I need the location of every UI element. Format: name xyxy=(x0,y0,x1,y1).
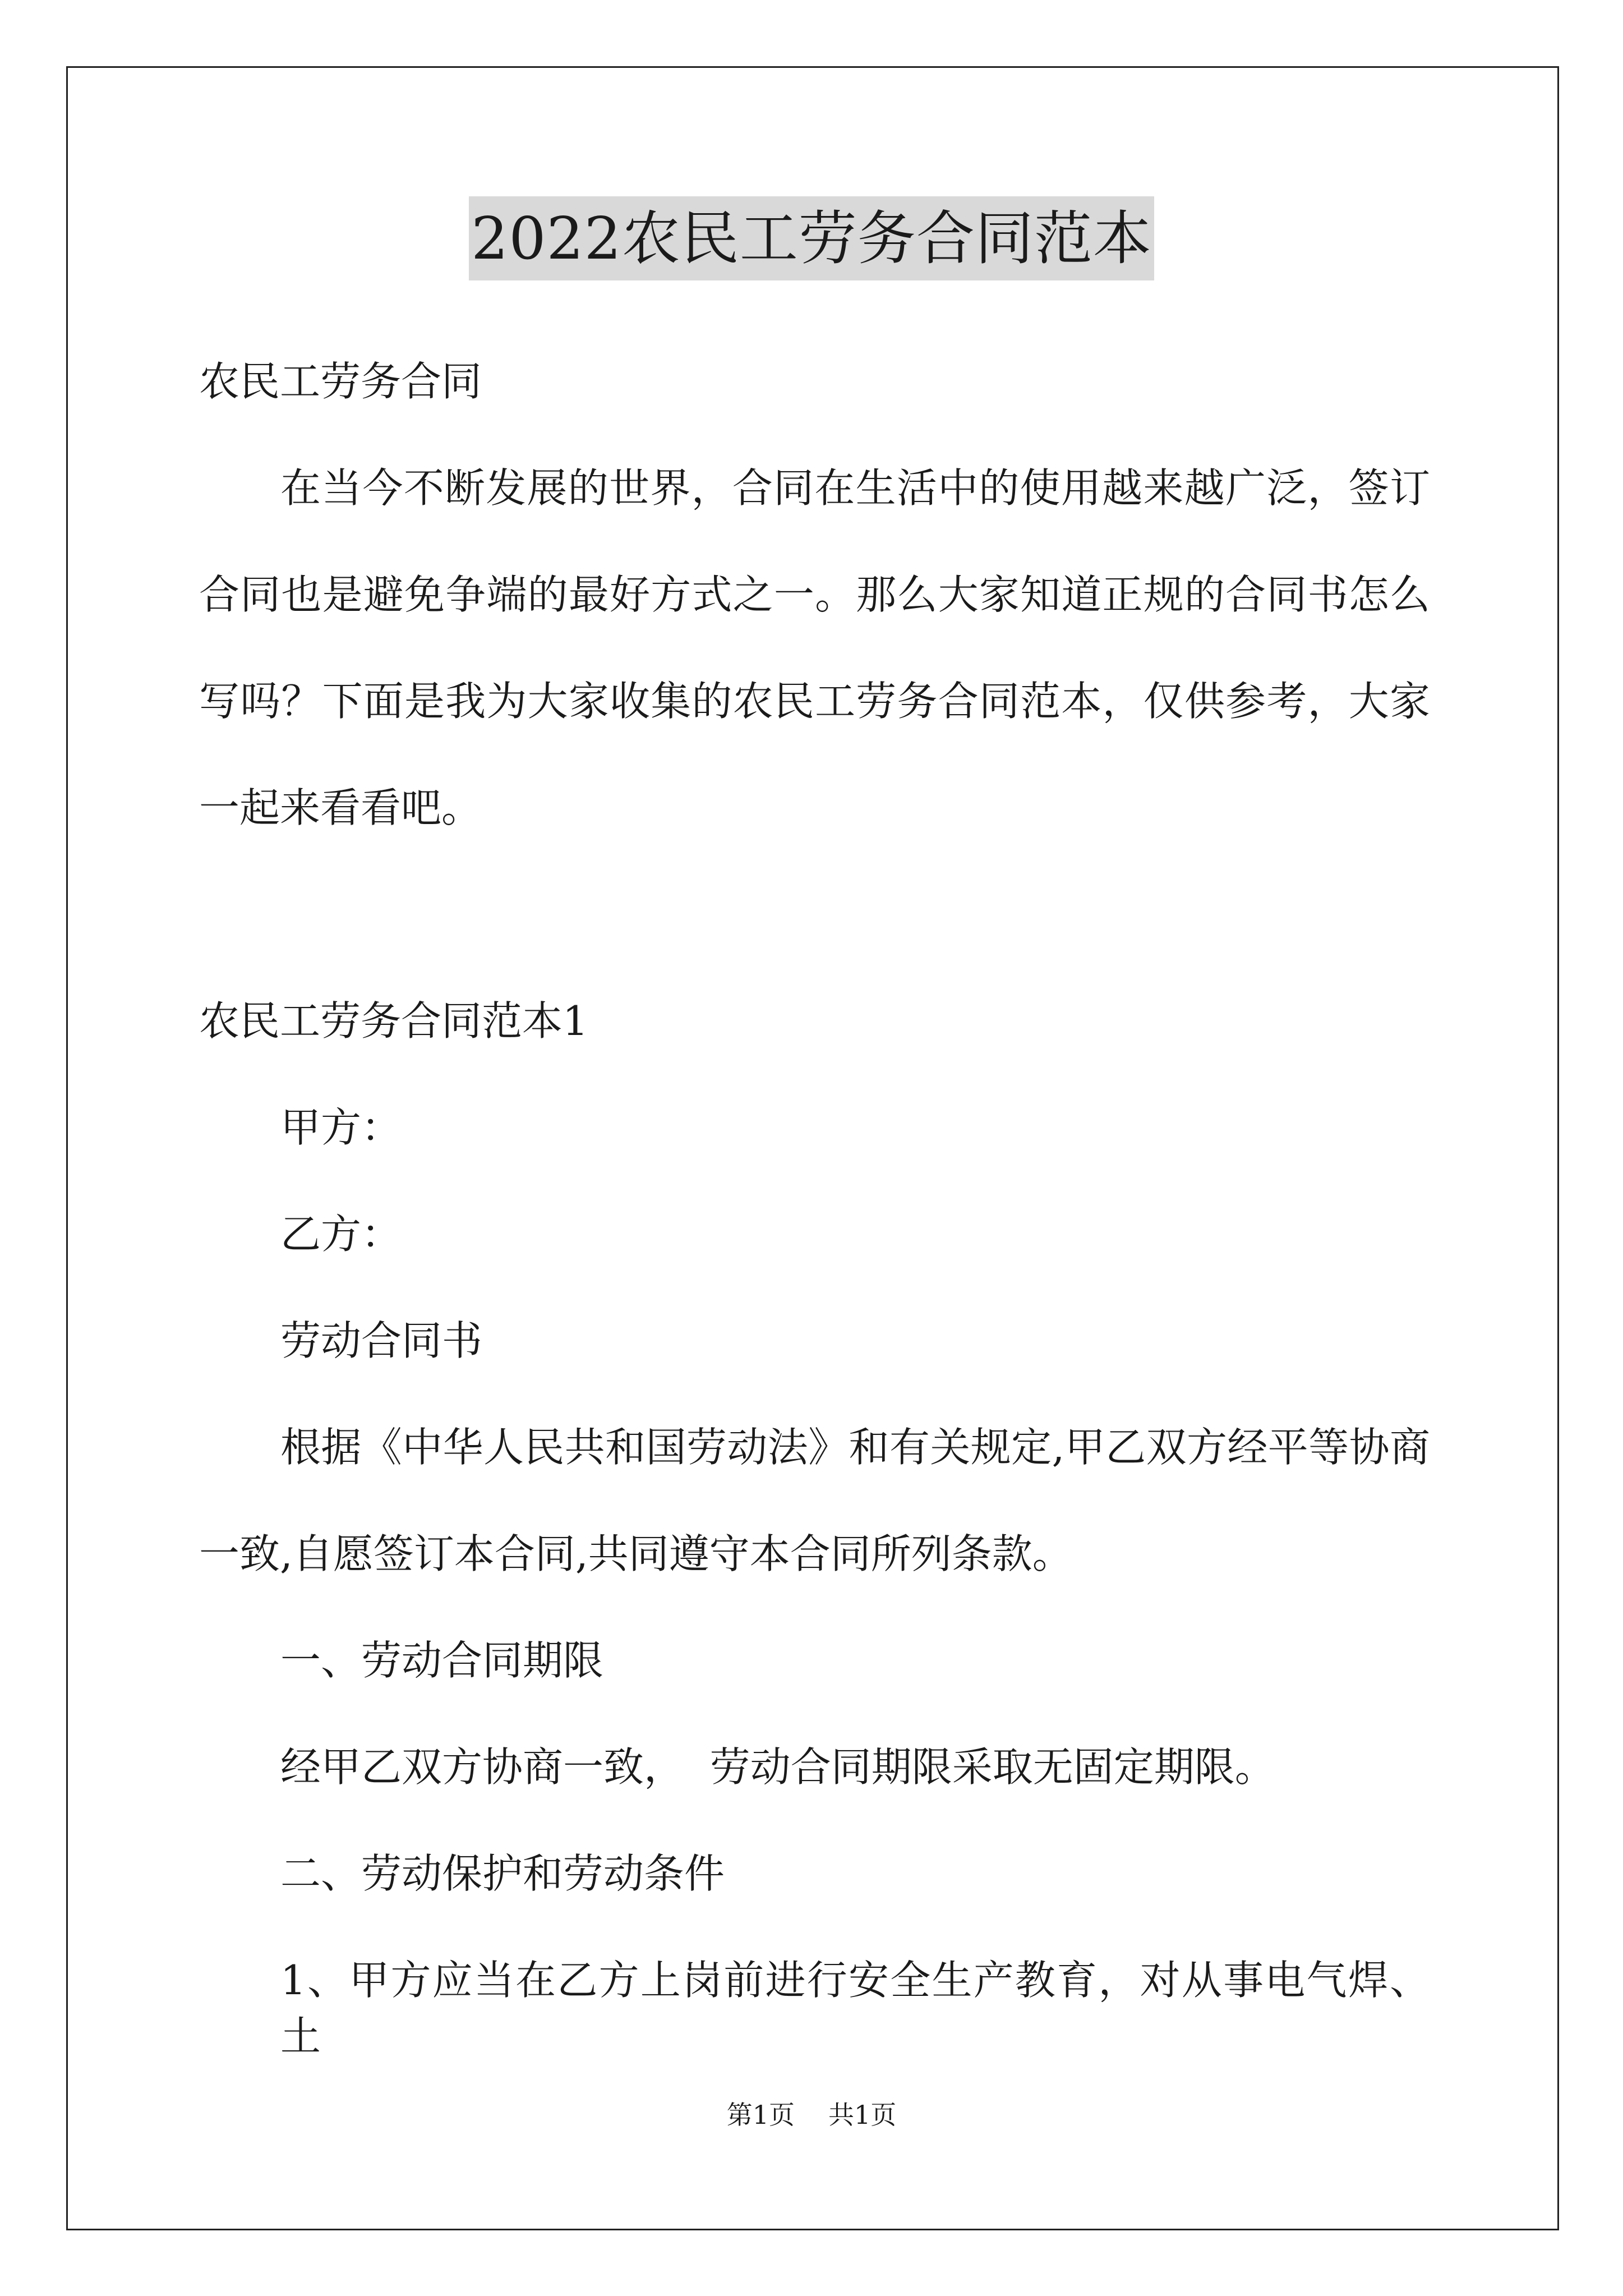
contract-name: 劳动合同书 xyxy=(280,1317,483,1364)
party-a-label: 甲方： xyxy=(280,1104,402,1151)
clause-1-text: 经甲乙双方协商一致， 劳动合同期限采取无固定期限。 xyxy=(280,1743,1275,1791)
page-number-current: 第1页 xyxy=(726,2100,795,2130)
page-number-total: 共1页 xyxy=(828,2100,897,2130)
intro-line-2: 合同也是避免争端的最好方式之一。那么大家知道正规的合同书怎么 xyxy=(199,571,1430,618)
document-subtitle: 农民工劳务合同 xyxy=(199,358,482,405)
basis-line-2: 一致,自愿签订本合同,共同遵守本合同所列条款。 xyxy=(199,1530,1073,1577)
intro-line-1: 在当今不断发展的世界，合同在生活中的使用越来越广泛，签订 xyxy=(280,464,1430,512)
page-footer xyxy=(0,2098,1623,2132)
clause-2-heading: 二、劳动保护和劳动条件 xyxy=(280,1850,725,1897)
document-title: 2022农民工劳务合同范本 xyxy=(469,196,1154,280)
title-wrap xyxy=(0,196,1623,280)
intro-line-4: 一起来看看吧。 xyxy=(199,784,482,831)
section-heading: 农民工劳务合同范本1 xyxy=(199,997,588,1045)
clause-2-item-1: 1、甲方应当在乙方上岗前进行安全生产教育，对从事电气焊、土 xyxy=(280,1957,1430,2060)
party-b-label: 乙方： xyxy=(280,1211,402,1258)
intro-line-3: 写吗？下面是我为大家收集的农民工劳务合同范本，仅供参考，大家 xyxy=(199,678,1430,725)
clause-1-heading: 一、劳动合同期限 xyxy=(280,1637,604,1684)
basis-line-1: 根据《中华人民共和国劳动法》和有关规定,甲乙双方经平等协商 xyxy=(280,1424,1430,1471)
